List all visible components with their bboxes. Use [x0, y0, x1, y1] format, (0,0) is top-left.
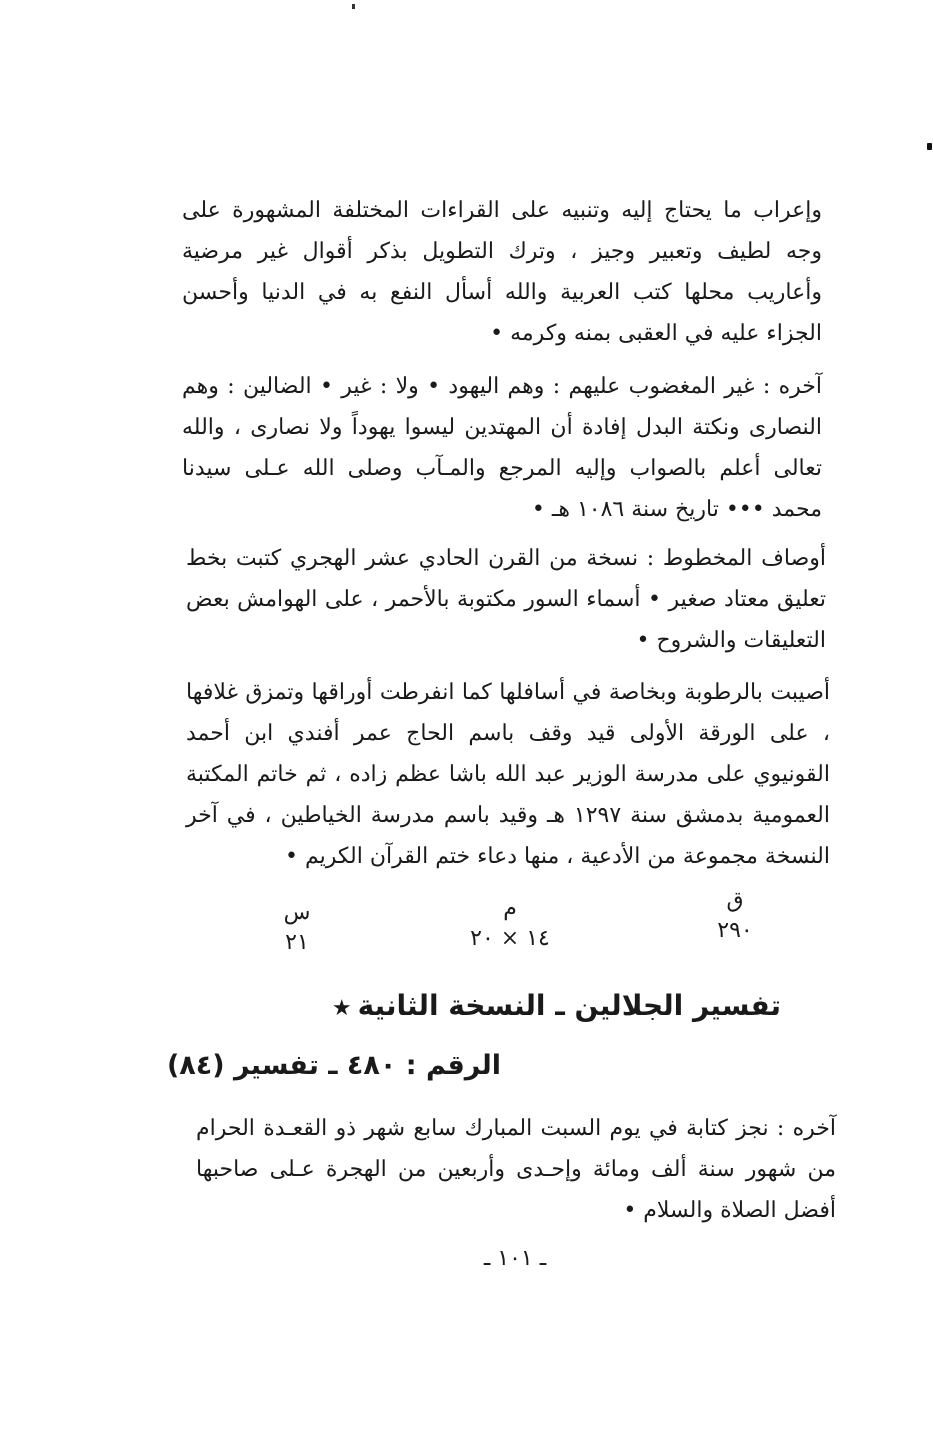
size-dimension: [445, 894, 575, 954]
section-heading-text: تفسير الجلالين ـ النسخة الثانية: [357, 989, 781, 1022]
size-label: م: [503, 896, 517, 921]
section-heading: [332, 986, 781, 1029]
folios-dimension: [700, 886, 770, 946]
page-number: ـ ١٠١ ـ: [483, 1246, 547, 1271]
manuscript-number-heading: الرقم : ٤٨٠ ـ تفسير (٨٤): [166, 1050, 501, 1081]
lines-value: ٢١: [285, 930, 309, 955]
lines-label: س: [283, 900, 311, 925]
star-icon: ★: [331, 996, 352, 1021]
condition-paragraph: أصيبت بالرطوبة وبخاصة في أسافلها كما انفرطت أوراقها وتمزق غلافها ، على الورقة الأولى قيد وقف باسم الحاج عمر أفندي ابن أحمد القونيوي على مدرسة الوزير عبد الله باشا عظم زاده ، ثم خاتم المكتبة العمومية بدمشق سنة ١٢٩٧ هـ وقيد باسم مدرسة الخياطين ، في آخر النسخة مجموعة من الأدعية ، منها دعاء ختم القرآن الكريم •: [186, 680, 830, 869]
intro-paragraph: وإعراب ما يحتاج إليه وتنبيه على القراءات المختلفة المشهورة على وجه لطيف وتعبير وجيز ، وترك التطويل بذكر أقوال غير مرضية وأعاريب محلها كتب العربية والله أسأل النفع به في الدنيا وأحسن الجزاء عليه في العقبى بمنه وكرمه •: [182, 198, 822, 346]
folios-value: ٢٩٠: [717, 918, 753, 943]
scan-mark: [352, 4, 355, 9]
folios-label: ق: [726, 888, 744, 913]
ending-paragraph: آخره : غير المغضوب عليهم : وهم اليهود • ولا : غير • الضالين : وهم النصارى ونكتة البدل إفادة أن المهتدين ليسوا يهوداً ولا نصارى ، والله تعالى أعلم بالصواب وإليه المرجع والمـآب وصلى الله عـلى سيدنا محمد ••• تاريخ سنة ١٠٨٦ هـ •: [182, 374, 822, 522]
scan-dot: [927, 143, 932, 150]
size-value: ١٤ × ٢٠: [470, 926, 550, 951]
second-copy-ending-paragraph: آخره : نجز كتابة في يوم السبت المبارك سابع شهر ذو القعـدة الحرام من شهور سنة ألف ومائة وإحـدى وأربعين من الهجرة عـلى صاحبها أفضل الصلاة والسلام •: [196, 1116, 836, 1223]
description-paragraph: أوصاف المخطوط : نسخة من القرن الحادي عشر الهجري كتبت بخط تعليق معتاد صغير • أسماء السور مكتوبة بالأحمر ، على الهوامش بعض التعليقات والشروح •: [186, 546, 826, 653]
lines-dimension: [262, 898, 332, 958]
